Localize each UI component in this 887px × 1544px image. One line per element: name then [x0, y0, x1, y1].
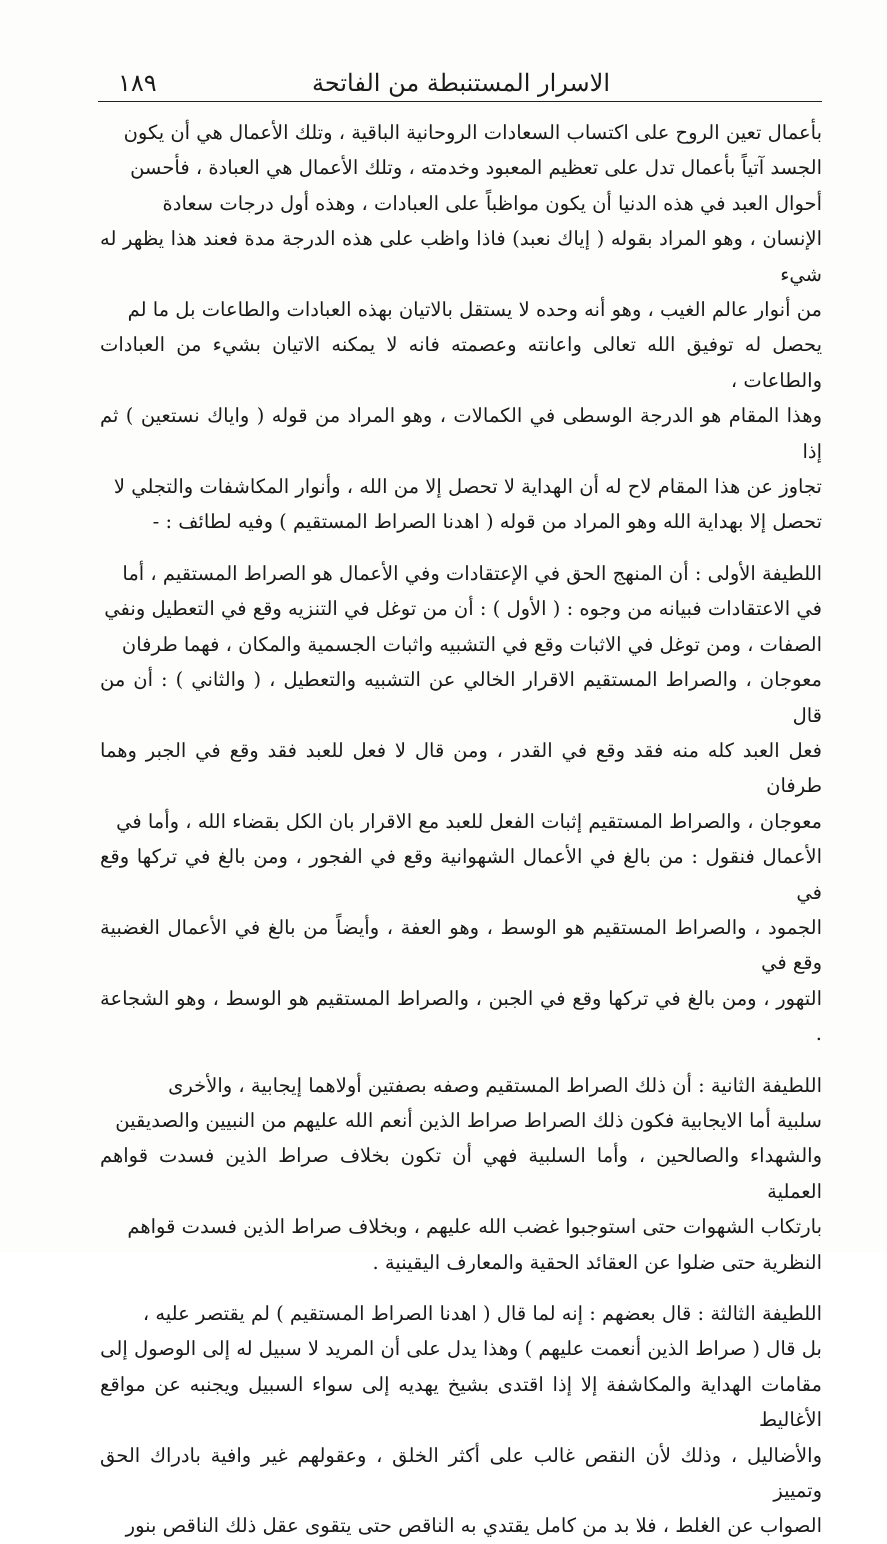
- page-number: ١٨٩: [118, 69, 157, 97]
- running-title: الاسرار المستنبطة من الفاتحة: [312, 69, 610, 97]
- paragraph-second-subtlety: اللطيفة الثانية : أن ذلك الصراط المستقيم وصفه بصفتين أولاهما إيجابية ، والأخرى سلبية أما الايجابية فكون ذلك الصراط صراط الذين أنعم الله عليهم من النبيين والصديقين والشهداء والصالحين ، وأما السلبية فهي أن تكون بخلاف صراط الذين فسدت قواهم العملية بارتكاب الشهوات حتى استوجبوا غضب الله عليهم ، وبخلاف صراط الذين فسدت قواهم النظرية حتى ضلوا عن العقائد الحقية والمعارف اليقينية .: [100, 1073, 822, 1274]
- page-body: [100, 115, 822, 1544]
- page-header: [100, 62, 822, 102]
- paragraph-first-subtlety: اللطيفة الأولى : أن المنهج الحق في الإعتقادات وفي الأعمال هو الصراط المستقيم ، أما في الاعتقادات فبيانه من وجوه : ( الأول ) : أن من توغل في التنزيه وقع في التعطيل ونفي الصفات ، ومن توغل في الاثبات وقع في التشبيه واثبات الجسمية والمكان ، فهما طرفان معوجان ، والصراط المستقيم الاقرار الخالي عن التشبيه والتعطيل ، ( والثاني ) : أن من قال فعل العبد كله منه فقد وقع في القدر ، ومن قال لا فعل للعبد فقد وقع في الجبر وهما طرفان معوجان ، والصراط المستقيم إثبات الفعل للعبد مع الاقرار بان الكل بقضاء الله ، وأما في الأعمال فنقول : من بالغ في الأعمال الشهوانية وقع في الفجور ، ومن بالغ في تركها وقع في الجمود ، والصراط المستقيم هو الوسط ، وهو العفة ، وأيضاً من بالغ في الأعمال الغضبية وقع في التهور ، ومن بالغ في تركها وقع في الجبن ، والصراط المستقيم هو الوسط ، وهو الشجاعة .: [100, 561, 822, 1046]
- header-rule: [98, 101, 822, 102]
- paragraph-third-subtlety: اللطيفة الثالثة : قال بعضهم : إنه لما قال ( اهدنا الصراط المستقيم ) لم يقتصر عليه ، بل قال ( صراط الذين أنعمت عليهم ) وهذا يدل على أن المريد لا سبيل له إلى الوصول إلى مقامات الهداية والمكاشفة إلا إذا اقتدى بشيخ يهديه إلى سواء السبيل ويجنبه عن مواقع الأغاليط والأضاليل ، وذلك لأن النقص غالب على أكثر الخلق ، وعقولهم غير وافية بادراك الحق وتمييز الصواب عن الغلط ، فلا بد من كامل يقتدي به الناقص حتى يتقوى عقل ذلك الناقص بنور: [100, 1302, 822, 1538]
- paragraph-intro: بأعمال تعين الروح على اكتساب السعادات الروحانية الباقية ، وتلك الأعمال هي أن يكون الجسد آتياً بأعمال تدل على تعظيم المعبود وخدمته ، وتلك الأعمال هي العبادة ، فأحسن أحوال العبد في هذه الدنيا أن يكون مواظباً على العبادات ، وهذه أول درجات سعادة الإنسان ، وهو المراد بقوله ( إياك نعبد) فاذا واظب على هذه الدرجة مدة فعند هذا يظهر له شيء من أنوار عالم الغيب ، وهو أنه وحده لا يستقل بالاتيان بهذه العبادات والطاعات بل ما لم يحصل له توفيق الله تعالى واعانته وعصمته فانه لا يمكنه الاتيان بشيء من العبادات والطاعات ، وهذا المقام هو الدرجة الوسطى في الكمالات ، وهو المراد من قوله ( واياك نستعين ) ثم إذا تجاوز عن هذا المقام لاح له أن الهداية لا تحصل إلا من الله ، وأنوار المكاشفات والتجلي لا تحصل إلا بهداية الله وهو المراد من قوله ( اهدنا الصراط المستقيم ) وفيه لطائف : -: [100, 121, 822, 534]
